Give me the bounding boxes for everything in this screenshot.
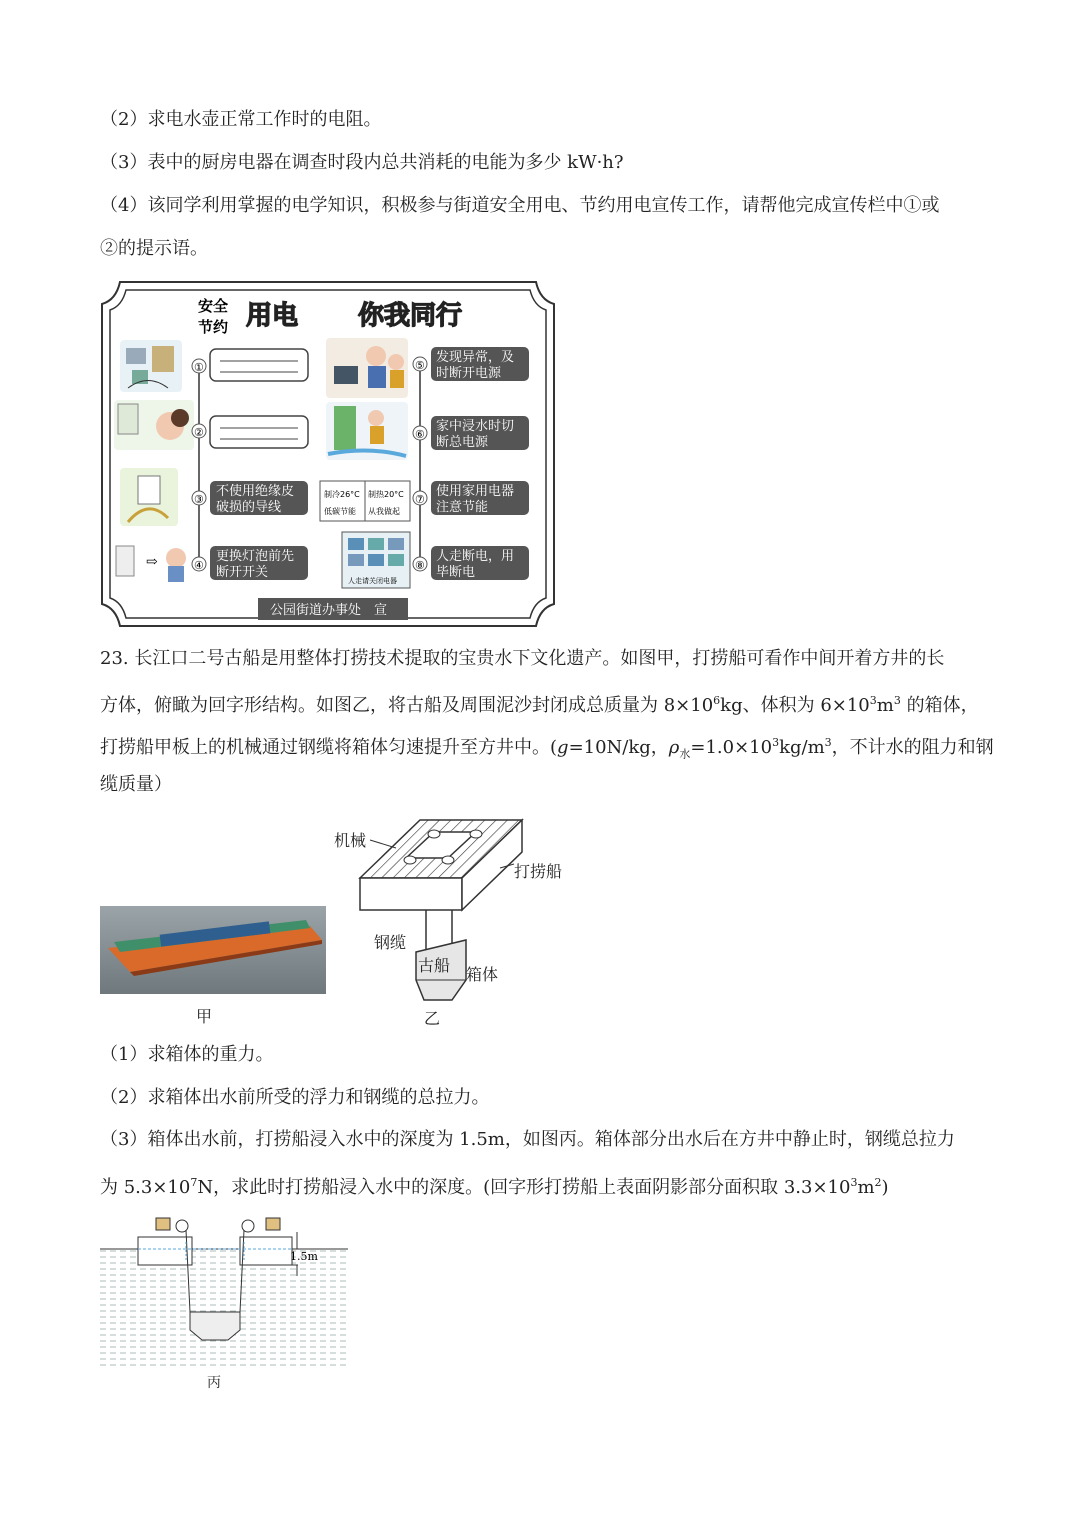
svg-text:时断开电源: 时断开电源 bbox=[436, 366, 502, 381]
svg-text:人走请关闭电器: 人走请关闭电器 bbox=[348, 577, 397, 585]
depth-label: 1.5m bbox=[290, 1250, 318, 1263]
svg-text:⑤: ⑤ bbox=[415, 359, 425, 372]
q22-part2: （2）求电水壶正常工作时的电阻。 bbox=[100, 109, 382, 130]
q23-intro-line3: 打捞船甲板上的机械通过钢缆将箱体匀速提升至方井中。(g=10N/kg，$\rho_水=1.0\times 10^3kg/m^3$，不计水的阻力和钢 bbox=[100, 736, 994, 761]
poster-title-big-1: 用电 bbox=[246, 301, 299, 331]
q22-part4-line2: ②的提示语。 bbox=[100, 238, 208, 259]
svg-text:人走断电，用: 人走断电，用 bbox=[436, 549, 515, 564]
svg-text:断开开关: 断开开关 bbox=[216, 565, 269, 580]
svg-text:低碳节能: 低碳节能 bbox=[324, 507, 356, 516]
aircon-sign bbox=[320, 481, 410, 521]
svg-text:注意节能: 注意节能 bbox=[436, 500, 489, 515]
poster-title-small-1: 安全 bbox=[198, 297, 229, 315]
label-jixie: 机械 bbox=[334, 831, 367, 850]
svg-text:更换灯泡前先: 更换灯泡前先 bbox=[216, 549, 295, 564]
appliances-illustration bbox=[120, 340, 182, 392]
q23-sub1: （1）求箱体的重力。 bbox=[100, 1044, 274, 1065]
poster-item-1 bbox=[192, 349, 308, 381]
wet-hand-plug-illustration bbox=[114, 400, 194, 450]
svg-text:②: ② bbox=[194, 426, 204, 439]
q23-intro-line4: 缆质量） bbox=[100, 774, 172, 795]
svg-text:从我做起: 从我做起 bbox=[368, 507, 400, 516]
svg-text:③: ③ bbox=[194, 493, 204, 506]
svg-text:使用家用电器: 使用家用电器 bbox=[436, 484, 515, 499]
poster-title-small-2: 节约 bbox=[198, 318, 229, 336]
safety-poster bbox=[98, 278, 558, 630]
office-abnormal-illustration bbox=[326, 338, 408, 398]
svg-text:⑥: ⑥ bbox=[415, 428, 425, 441]
svg-text:制冷26°C: 制冷26°C bbox=[324, 490, 360, 499]
svg-text:⇨: ⇨ bbox=[146, 554, 158, 570]
svg-text:制热20°C: 制热20°C bbox=[368, 490, 404, 499]
label-ganglan: 钢缆 bbox=[374, 933, 407, 952]
q23-intro-line1: 23. 长江口二号古船是用整体打捞技术提取的宝贵水下文化遗产。如图甲，打捞船可看作中间开着方井的长 bbox=[100, 648, 945, 669]
salvage-diagram-yi bbox=[330, 816, 580, 1016]
label-guchuan: 古船 bbox=[418, 956, 451, 975]
svg-text:毕断电: 毕断电 bbox=[436, 565, 476, 580]
broken-wire-illustration bbox=[120, 468, 178, 526]
salvage-ship-photo bbox=[100, 906, 326, 994]
svg-text:④: ④ bbox=[194, 559, 204, 572]
svg-text:⑧: ⑧ bbox=[415, 559, 425, 572]
figure-bing-label: 丙 bbox=[207, 1375, 221, 1391]
poster-footer: 公园街道办事处 宣 bbox=[270, 603, 388, 618]
figure-yi-label: 乙 bbox=[424, 1009, 441, 1028]
svg-text:发现异常，及: 发现异常，及 bbox=[436, 350, 515, 365]
q22-part4-line1: （4）该同学利用掌握的电学知识，积极参与街道安全用电、节约用电宣传工作，请帮他完成宣传栏中①或 bbox=[100, 195, 940, 216]
poster-title-big-2: 你我同行 bbox=[358, 301, 463, 331]
svg-text:家中浸水时切: 家中浸水时切 bbox=[436, 419, 515, 434]
q23-sub3-line2: 为 $5.3\times 10^7N$，求此时打捞船浸入水中的深度。(回字形打捞船上表面阴影部分面积取 $3.3\times 10^3m^2$) bbox=[100, 1176, 889, 1198]
label-dalaochuan: 打捞船 bbox=[514, 862, 563, 881]
svg-text:⑦: ⑦ bbox=[415, 493, 425, 506]
q23-intro-line2: 方体，俯瞰为回字形结构。如图乙，将古船及周围泥沙封闭成总质量为 $8\times 10^6kg$、体积为 $6\times 10^3m^3$ 的箱体， bbox=[100, 694, 979, 716]
salvage-diagram-bing bbox=[100, 1212, 350, 1372]
label-xiangti: 箱体 bbox=[466, 965, 499, 984]
svg-text:破损的导线: 破损的导线 bbox=[216, 500, 282, 515]
appliance-off-sign bbox=[342, 532, 410, 588]
q23-sub2: （2）求箱体出水前所受的浮力和钢缆的总拉力。 bbox=[100, 1087, 490, 1108]
q23-sub3-line1: （3）箱体出水前，打捞船浸入水中的深度为 1.5m，如图丙。箱体部分出水后在方井中静止时，钢缆总拉力 bbox=[100, 1129, 955, 1150]
flooded-house-illustration bbox=[326, 402, 408, 460]
poster-item-2 bbox=[192, 416, 308, 448]
svg-text:①: ① bbox=[194, 361, 204, 374]
svg-text:不使用绝缘皮: 不使用绝缘皮 bbox=[216, 484, 295, 499]
figure-jia-label: 甲 bbox=[196, 1007, 213, 1026]
svg-text:断总电源: 断总电源 bbox=[436, 435, 489, 450]
q22-part3: （3）表中的厨房电器在调查时段内总共消耗的电能为多少 kW·h? bbox=[100, 152, 624, 173]
